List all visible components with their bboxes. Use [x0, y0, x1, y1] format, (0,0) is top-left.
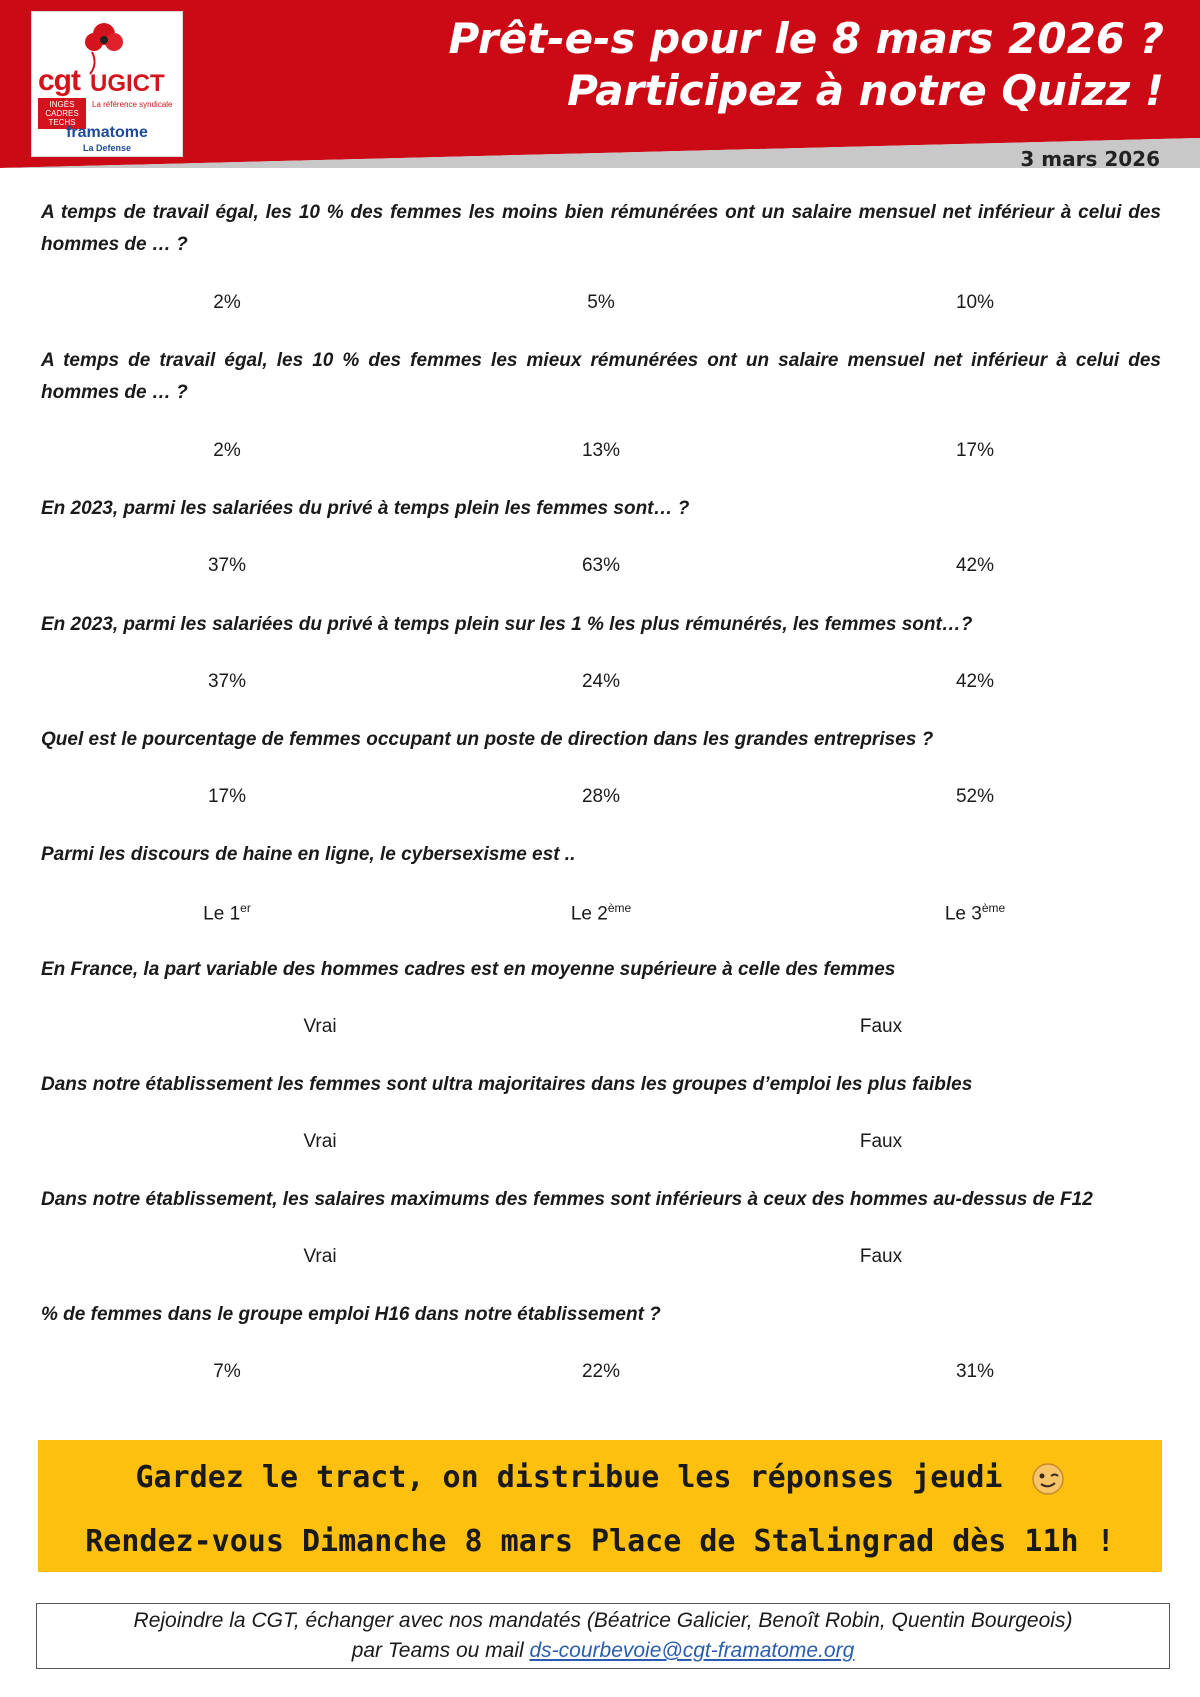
quiz-question-1: A temps de travail égal, les 10 % des femmes les moins bien rémunérées ont un salaire mensuel net inférieur à celui des hommes de … ? [41, 202, 1161, 255]
email-link[interactable]: ds-courbevoie@cgt-framatome.org [529, 1639, 855, 1662]
banner-line-1 [38, 1460, 1162, 1496]
answer-text: Le 2 [570, 903, 608, 925]
quiz-answer: 17% [207, 786, 247, 807]
banner-line-2: Rendez-vous Dimanche 8 mars Place de Stalingrad dès 11h ! [85, 1524, 1115, 1559]
quiz-question-2: A temps de travail égal, les 10 % des femmes les mieux rémunérées ont un salaire mensuel net inférieur à celui des hommes de … ? [41, 350, 1161, 403]
answer-ordinal: ème [607, 901, 632, 915]
quiz-answer: 13% [581, 440, 621, 461]
quiz-answer: 42% [955, 671, 995, 692]
answer-text: Le 3 [944, 903, 982, 925]
answer-ordinal: er [240, 901, 251, 915]
quiz-question-4: En 2023, parmi les salariées du privé à temps plein sur les 1 % les plus rémunérés, les femmes sont…? [41, 614, 973, 635]
quiz-answer: 42% [955, 555, 995, 576]
banner-text-1: Gardez le tract, on distribue les réponses jeudi [135, 1460, 1003, 1495]
logo-subtitle: INGÉS CADRES TECHS [38, 98, 86, 129]
quiz-answer: Faux [859, 1246, 903, 1267]
header-banner [0, 0, 1200, 170]
quiz-answer: 7% [213, 1361, 241, 1382]
quiz-answer: Vrai [303, 1246, 337, 1267]
quiz-question-6: Parmi les discours de haine en ligne, le cybersexisme est .. [41, 844, 576, 865]
quiz-answer: 37% [207, 555, 247, 576]
quiz-answer: Faux [859, 1016, 903, 1037]
quiz-answer: Vrai [303, 1131, 337, 1152]
quiz-answer: 37% [207, 671, 247, 692]
quiz-answer: 63% [581, 555, 621, 576]
footer-prefix: par Teams ou mail [351, 1639, 530, 1662]
quiz-answer: Vrai [303, 1016, 337, 1037]
contact-footer [36, 1603, 1170, 1669]
winking-face-icon [1031, 1462, 1065, 1496]
quiz-answer: 31% [955, 1361, 995, 1382]
quiz-answer: 5% [587, 292, 615, 313]
quiz-answer: 22% [581, 1361, 621, 1382]
quiz-question-3: En 2023, parmi les salariées du privé à temps plein les femmes sont… ? [41, 498, 690, 519]
quiz-answer: 52% [955, 786, 995, 807]
quiz-question-5: Quel est le pourcentage de femmes occupant un poste de direction dans les grandes entreprises ? [41, 729, 934, 750]
quiz-answer: Faux [859, 1131, 903, 1152]
logo-cgt-text: cgt [38, 64, 80, 97]
footer-line-1: Rejoindre la CGT, échanger avec nos mandatés (Béatrice Galicier, Benoît Robin, Quentin Bourgeois) [133, 1609, 1073, 1632]
logo-ugict-text: UGICT [90, 70, 165, 97]
quiz-answer: 28% [581, 786, 621, 807]
announcement-banner [38, 1440, 1162, 1572]
logo-tagline: La référence syndicale [92, 100, 173, 109]
cgt-ugict-logo [31, 11, 183, 157]
page-title-line-2: Participez à notre Quizz ! [567, 66, 1164, 115]
quiz-answer: 10% [955, 292, 995, 313]
quiz-answer [885, 901, 1065, 925]
quiz-question-7: En France, la part variable des hommes cadres est en moyenne supérieure à celle des femmes [41, 959, 896, 980]
quiz-question-10: % de femmes dans le groupe emploi H16 dans notre établissement ? [41, 1304, 661, 1325]
quiz-question-9: Dans notre établissement, les salaires maximums des femmes sont inférieurs à ceux des hommes au-dessus de F12 [41, 1189, 1093, 1210]
quiz-answer: 24% [581, 671, 621, 692]
quiz-answer: 2% [213, 440, 241, 461]
quiz-answer [137, 901, 317, 925]
quiz-answer [511, 901, 691, 925]
page-title-line-1: Prêt-e-s pour le 8 mars 2026 ? [448, 14, 1164, 63]
quiz-question-8: Dans notre établissement les femmes sont ultra majoritaires dans les groupes d’emploi les plus faibles [41, 1074, 973, 1095]
quiz-answer: 2% [213, 292, 241, 313]
footer-line-2 [37, 1639, 1169, 1663]
quiz-answer: 17% [955, 440, 995, 461]
framatome-logo-text: framatome [66, 124, 148, 141]
publication-date: 3 mars 2026 [1020, 147, 1160, 171]
logo-site-text: La Defense [82, 143, 132, 153]
answer-text: Le 1 [203, 903, 241, 925]
answer-ordinal: ème [981, 901, 1006, 915]
